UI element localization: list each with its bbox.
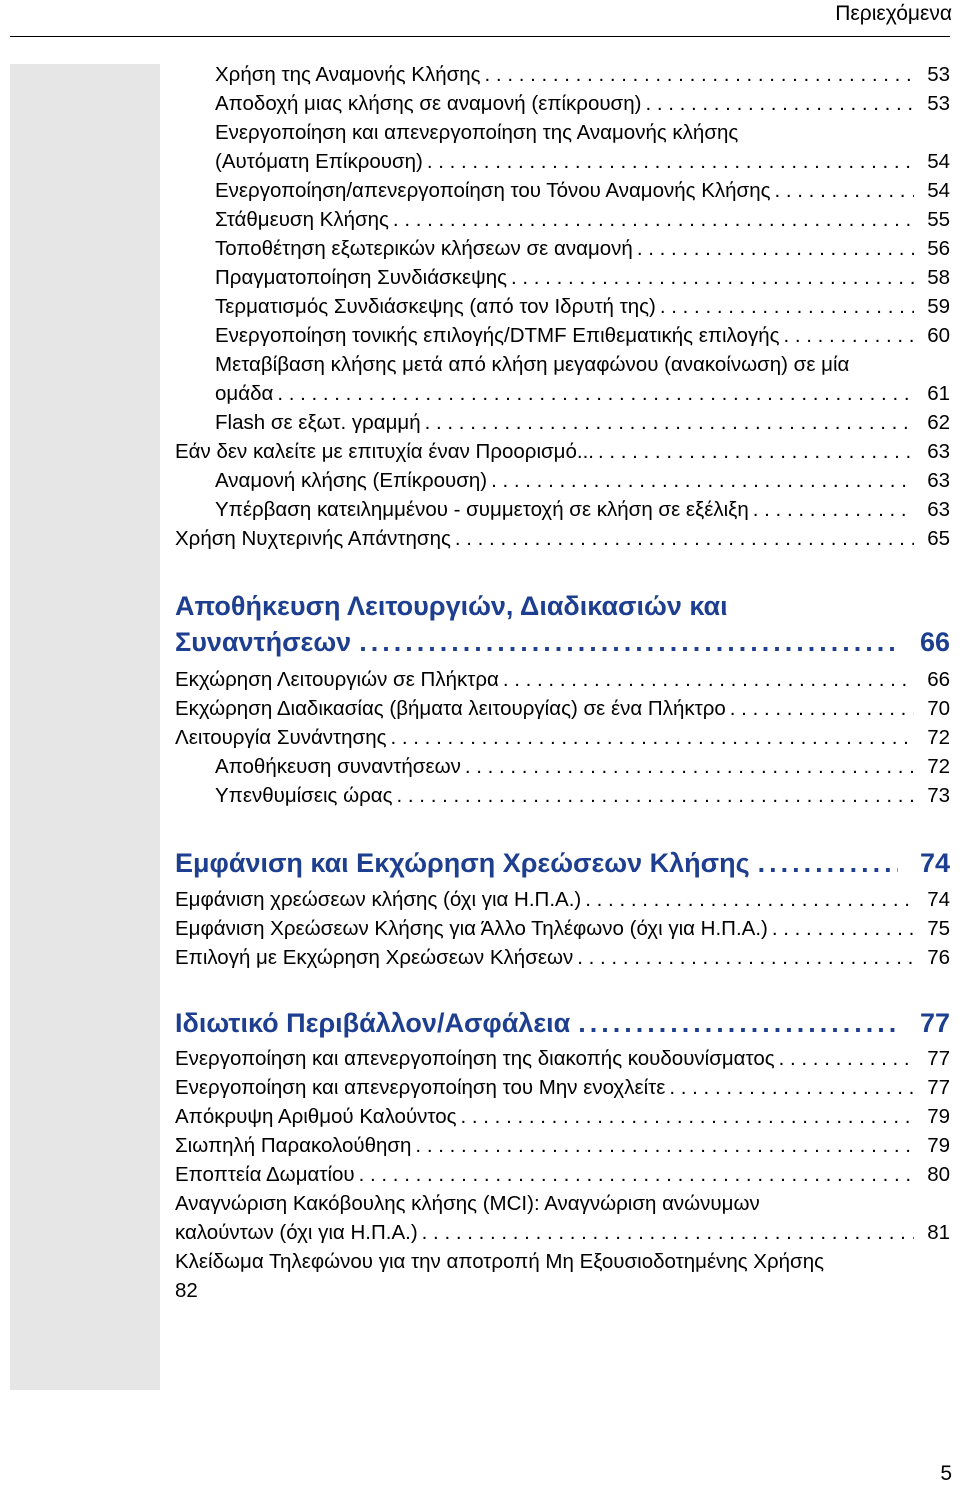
toc-entry-text[interactable]: Ενεργοποίηση και απενεργοποίηση της Αναμονής κλήσης	[215, 121, 739, 144]
toc-entry-text[interactable]: Κλείδωμα Τηλεφώνου για την αποτροπή Μη Εξουσιοδοτημένης Χρήσης	[175, 1250, 824, 1273]
toc-entry[interactable]: Αναμονή κλήσης (Επίκρουση) . . . 63	[215, 466, 950, 495]
toc-entry[interactable]: Ενεργοποίηση και απενεργοποίηση της διακοπής κουδουνίσματος . . . 77	[175, 1044, 950, 1073]
header-rule	[10, 36, 950, 37]
toc-entry[interactable]: Εμφάνιση Χρεώσεων Κλήσης για Άλλο Τηλέφωνο (όχι για Η.Π.Α.) . . . 75	[175, 914, 950, 943]
toc-entry[interactable]: Τερματισμός Συνδιάσκεψης (από τον Ιδρυτή της) . . . 59	[215, 292, 950, 321]
toc-entry[interactable]: Αποδοχή μιας κλήσης σε αναμονή (επίκρουση) . . . 53	[215, 89, 950, 118]
toc-entry[interactable]: Στάθμευση Κλήσης . . . 55	[215, 205, 950, 234]
toc-entry[interactable]: καλούντων (όχι για Η.Π.Α.) . . . 81	[175, 1218, 950, 1247]
side-panel	[10, 64, 160, 1390]
toc-entry[interactable]: Πραγματοποίηση Συνδιάσκεψης . . . 58	[215, 263, 950, 292]
toc-entry-text[interactable]: Αναγνώριση Κακόβουλης κλήσης (MCI): Αναγνώριση ανώνυμων	[175, 1192, 760, 1215]
toc-entry[interactable]: Απόκρυψη Αριθμού Καλούντος . . . 79	[175, 1102, 950, 1131]
toc-entry[interactable]: Τοποθέτηση εξωτερικών κλήσεων σε αναμονή . . . 56	[215, 234, 950, 263]
toc-entry[interactable]: Επιλογή με Εκχώρηση Χρεώσεων Κλήσεων . . . 76	[175, 943, 950, 972]
running-header-title: Περιεχόμενα	[835, 2, 952, 25]
toc-entry[interactable]: Υπέρβαση κατειλημμένου - συμμετοχή σε κλήση σε εξέλιξη . . . 63	[215, 495, 950, 524]
toc-entry[interactable]: ομάδα . . . 61	[215, 379, 950, 408]
toc-entry[interactable]: Flash σε εξωτ. γραμμή . . . 62	[215, 408, 950, 437]
toc-entry[interactable]: Ενεργοποίηση/απενεργοποίηση του Τόνου Αναμονής Κλήσης . . . 54	[215, 176, 950, 205]
section-heading[interactable]: Αποθήκευση Λειτουργιών, Διαδικασιών και	[175, 591, 728, 621]
toc-entry[interactable]: Εκχώρηση Λειτουργιών σε Πλήκτρα . . . 66	[175, 665, 950, 694]
toc-entry[interactable]: Σιωπηλή Παρακολούθηση . . . 79	[175, 1131, 950, 1160]
toc-entry[interactable]: Χρήση Νυχτερινής Απάντησης . . . 65	[175, 524, 950, 553]
toc-entry[interactable]: Ενεργοποίηση και απενεργοποίηση του Μην ενοχλείτε . . . 77	[175, 1073, 950, 1102]
toc-entry[interactable]: Υπενθυμίσεις ώρας . . . 73	[215, 781, 950, 810]
toc-entry[interactable]: Εποπτεία Δωματίου . . . 80	[175, 1160, 950, 1189]
section-heading[interactable]: Συναντήσεων ..... 66	[175, 624, 950, 660]
page-number: 5	[940, 1462, 952, 1485]
toc-entry[interactable]: Ενεργοποίηση τονικής επιλογής/DTMF Επιθεματικής επιλογής . . . 60	[215, 321, 950, 350]
section-heading[interactable]: Ιδιωτικό Περιβάλλον/Ασφάλεια ..... 77	[175, 1005, 950, 1041]
toc-entry[interactable]: Αποθήκευση συναντήσεων . . . 72	[215, 752, 950, 781]
toc-entry-page[interactable]: 82	[175, 1279, 198, 1302]
toc-entry[interactable]: Εάν δεν καλείτε με επιτυχία έναν Προορισμό... . . . 63	[175, 437, 950, 466]
toc-entry[interactable]: Εκχώρηση Διαδικασίας (βήματα λειτουργίας) σε ένα Πλήκτρο . . . 70	[175, 694, 950, 723]
section-heading[interactable]: Εμφάνιση και Εκχώρηση Χρεώσεων Κλήσης ..... 74	[175, 845, 950, 881]
toc-entry[interactable]: (Αυτόματη Επίκρουση) . . . 54	[215, 147, 950, 176]
toc-entry-text[interactable]: Μεταβίβαση κλήσης μετά από κλήση μεγαφώνου (ανακοίνωση) σε μία	[215, 353, 850, 376]
toc-entry[interactable]: Λειτουργία Συνάντησης . . . 72	[175, 723, 950, 752]
toc-entry[interactable]: Εμφάνιση χρεώσεων κλήσης (όχι για Η.Π.Α.) . . . 74	[175, 885, 950, 914]
toc-entry[interactable]: Χρήση της Αναμονής Κλήσης . . . 53	[215, 60, 950, 89]
